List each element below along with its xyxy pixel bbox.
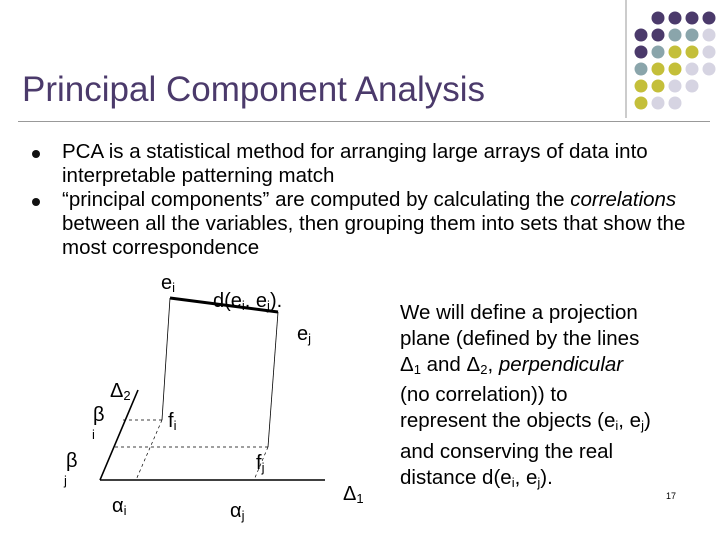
explanation-line-2: plane (defined by the lines (400, 326, 640, 350)
bullet-text-2-emph: correlations (570, 188, 677, 211)
slide-title: Principal Component Analysis (22, 70, 486, 109)
explanation-line-4: (no correlation)) to (400, 383, 568, 407)
label-fj: $f_j$ (256, 452, 265, 475)
explanation-line-5: represent the objects ($e_i$, $e_j$) (400, 409, 651, 434)
page-number: 17 (666, 491, 677, 501)
label-beta-j: β (66, 450, 78, 472)
label-beta-i-sub: i (92, 427, 95, 442)
label-beta-j-sub: j (64, 473, 67, 488)
label-alpha-j: $\alpha_j$ (230, 500, 245, 523)
axis-delta2 (100, 390, 138, 480)
explanation-line-7: distance $d(e_i$, $e_j$). (400, 465, 553, 490)
bullet-text-2-before: “principal components” are computed by calculating the (62, 188, 571, 211)
label-alpha-i: $\alpha_i$ (112, 495, 127, 518)
bullet-text-2-after: between all the variables, then grouping them into sets that show the most correspondence (62, 212, 686, 259)
explanation-line-6: and conserving the real (400, 439, 614, 463)
label-distance: $d(e_i$, $e_j$). (213, 290, 283, 313)
label-delta1: $\Delta_1$ (343, 483, 364, 506)
explanation-line-1: We will define a projection (400, 301, 638, 324)
label-delta2: $\Delta_2$ (110, 380, 131, 403)
label-fi: $f_i$ (168, 410, 177, 433)
projection-line-ej (268, 312, 278, 447)
label-beta-i: β (93, 404, 105, 426)
projection-line-ei (162, 298, 170, 420)
label-ei: $e_i$ (161, 272, 176, 295)
bullet-text-1: PCA is a statistical method for arranging large arrays of data into interpretable patterning match (62, 140, 648, 187)
label-ej: $e_j$ (297, 323, 312, 346)
projection-explanation (400, 300, 710, 496)
dashed-fi-to-delta1 (136, 420, 162, 480)
explanation-line-3: $\Delta_1$ and $\Delta_2$, perpendicular (400, 352, 624, 377)
